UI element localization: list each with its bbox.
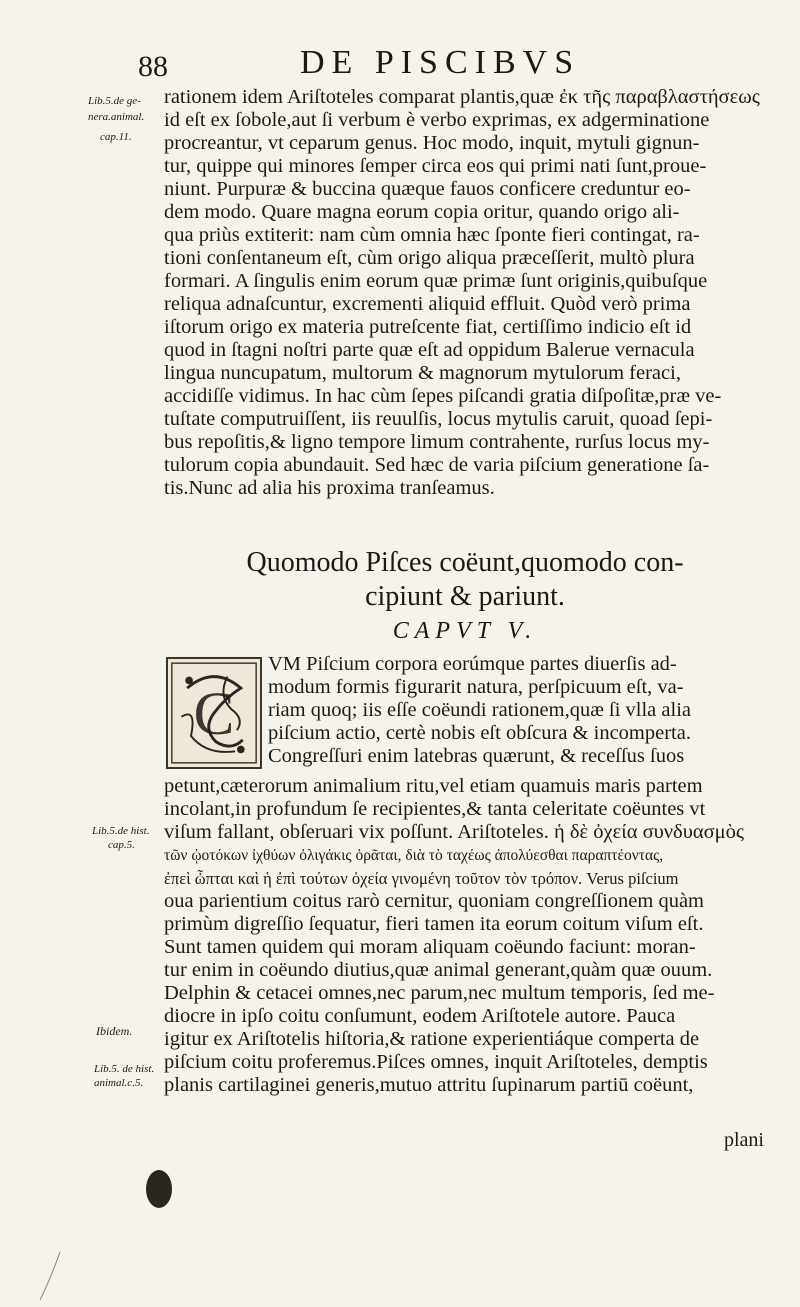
text-line: tur enim in coëundo diutius,quæ animal generant,quàm quæ ouum. [164,959,713,981]
margin-note: Lib.5.de hist. [92,825,150,837]
text-line: qua priùs extiterit: nam cùm omnia hæc ſponte fieri contingat, ra- [164,224,700,246]
text-line: tioni conſentaneum eſt, cùm origo aliqua præceſſerit, multò plura [164,247,695,269]
text-line: VM Piſcium corpora eorúmque partes diuerſis ad- [268,653,677,675]
chapter-heading: CAPVT V. [392,618,538,644]
text-line: lingua nuncupatum, multorum & magnorum mytulorum feraci, [164,362,681,384]
text-line: tuſtate computruiſſent, iis reuulſis, locus mytulis caruit, quoad ſepi- [164,408,713,430]
margin-note: cap.5. [108,839,135,851]
text-line: bus repoſitis,& ligno tempore limum contrahente, rurſus locus my- [164,431,710,453]
running-title: DE PISCIBVS [300,44,581,81]
text-line: planis cartilaginei generis,mutuo attritu ſupinarum partiū coëunt, [164,1074,694,1096]
margin-note: animal.c.5. [94,1077,144,1089]
catchword: plani [724,1129,764,1151]
text-line: iſtorum origo ex materia putreſcente fiat, certiſſimo indicio eſt id [164,316,692,338]
section-title-line-2: cipiunt & pariunt. [365,581,565,612]
greek-text-line: τῶν ᾠοτόκων ἰχθύων ὀλιγάκις ὁρᾶται, διὰ τὸ ταχέως ἀπολύεσθαι παραπτέοντας, [164,847,664,864]
text-line: petunt,cæterorum animalium ritu,vel etiam quamuis maris partem [164,775,703,797]
text-line: dem modo. Quare magna eorum copia oritur, quando origo ali- [164,201,680,223]
text-line: diocre in ipſo coitu conſumunt, eodem Ariſtotele autore. Pauca [164,1005,676,1027]
margin-note: nera.animal. [88,111,145,123]
margin-note: Lib.5. de hist. [94,1063,155,1075]
text-line: Sunt tamen quidem qui moram aliquam coëundo faciunt: moran- [164,936,696,958]
greek-text-line: ἐπεὶ ὦπται καὶ ἡ ἐπὶ τούτων ὀχεία γινομένη τοῦτον τὸν τρόπον. Verus piſcium [164,869,679,888]
margin-note: cap.11. [100,131,132,143]
paragraph-1 [164,86,768,500]
text-line: Congreſſuri enim latebras quærunt, & receſſus ſuos [268,745,685,767]
paragraph-2 [164,775,768,1097]
text-line: primùm digreſſio ſequatur, fieri tamen ita eorum coitum viſum eſt. [164,913,704,935]
text-line: niunt. Purpuræ & buccina quæque fauos conficere creduntur eo- [164,178,691,200]
text-line: piſcium coitu proferemus.Piſces omnes, inquit Ariſtoteles, demptis [164,1051,708,1073]
text-line: rationem idem Ariſtoteles comparat plantis,quæ ἐκ τῆς παραβλαστήσεως [164,86,760,108]
margin-note: Ibidem. [96,1024,133,1038]
decorated-initial-c-icon [166,657,262,769]
text-line: accidiſſe vidimus. In hac cùm ſepes piſcandi gratia diſpoſitæ,præ ve- [164,385,722,407]
svg-text:C: C [193,680,235,749]
text-line: igitur ex Ariſtotelis hiſtoria,& ratione experientiáque comperta de [164,1028,700,1050]
text-line: piſcium actio, certè nobis eſt obſcura & incomperta. [268,722,691,744]
section-title-line-1: Quomodo Piſces coëunt,quomodo con- [246,547,684,578]
text-line: Delphin & cetacei omnes,nec parum,nec multum temporis, ſed me- [164,982,715,1004]
text-line: id eſt ex ſobole,aut ſi verbum è verbo exprimas, ex adgerminatione [164,109,710,131]
pen-stroke-icon [36,1250,64,1302]
text-line: reliqua adnaſcuntur, excrementi aliquid effluit. Quòd verò prima [164,293,691,315]
text-line: riam quoq; iis eſſe coëundi rationem,quæ ſi vlla alia [268,699,691,721]
text-line: quod in ſtagni noſtri parte quæ eſt ad oppidum Balerue vernacula [164,339,695,361]
text-line: viſum fallant, obſeruari vix poſſunt. Ariſtoteles. ἡ δὲ ὀχεία συνδυασμὸς [164,821,745,843]
margin-note: Lib.5.de ge- [88,95,141,107]
text-line: incolant,in profundum ſe recipientes,& tanta celeritate coëuntes vt [164,798,706,820]
paragraph-2-opening [268,653,768,768]
page-number: 88 [138,50,168,83]
text-line: tur, quippe qui minores ſemper circa eos qui primi nati ſunt,proue- [164,155,707,177]
text-line: tis.Nunc ad alia his proxima tranſeamus. [164,477,495,499]
ink-blot-icon [146,1170,172,1208]
text-line: formari. A ſingulis enim eorum quæ primæ ſunt originis,quibuſque [164,270,708,292]
text-line: modum formis figurarit natura, perſpicuum eſt, va- [268,676,684,698]
text-line: oua parientium coitus rarò cernitur, quoniam congreſſionem quàm [164,890,704,912]
text-line: procreantur, vt ceparum genus. Hoc modo, inquit, mytuli gignun- [164,132,700,154]
text-line: tulorum copia abundauit. Sed hæc de varia piſcium generatione ſa- [164,454,710,476]
